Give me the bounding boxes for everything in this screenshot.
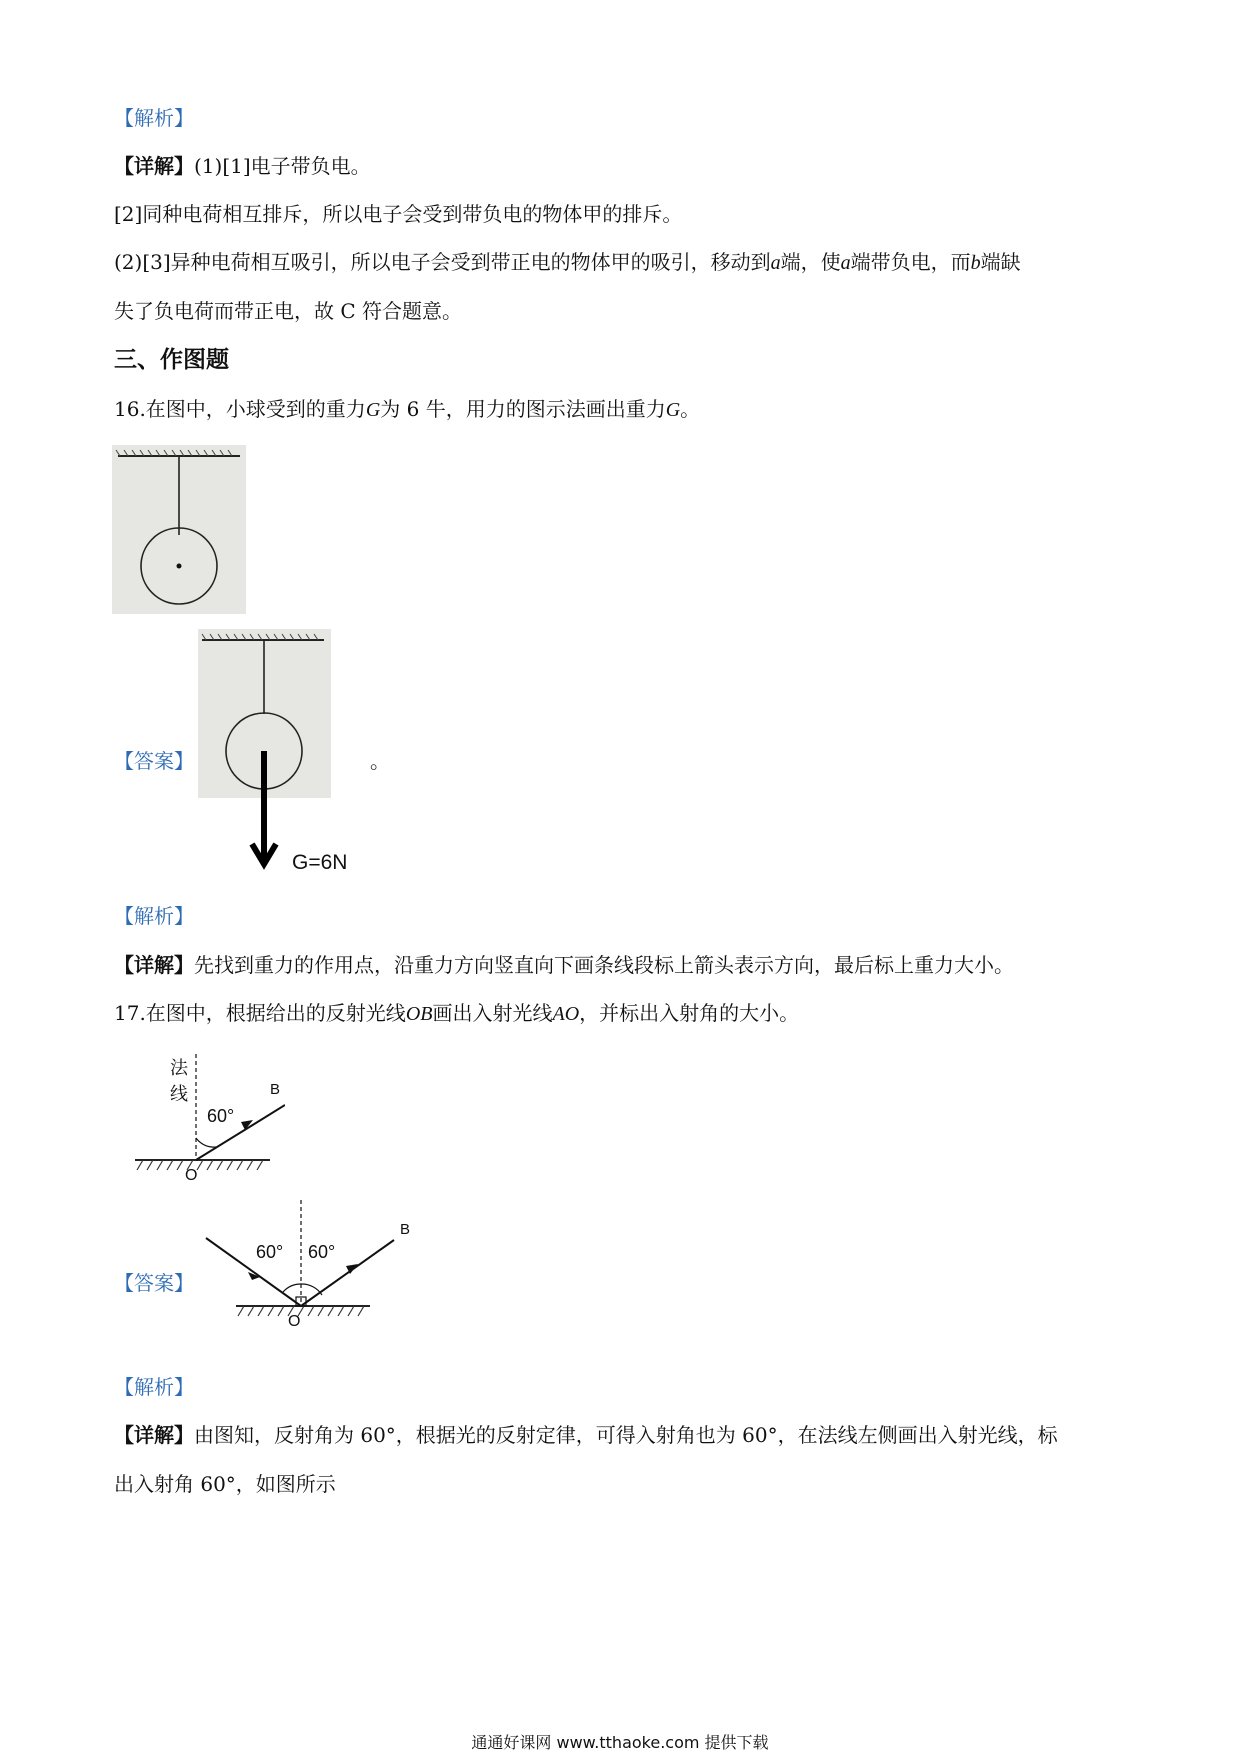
detail-17-line1: 【详解】由图知，反射角为 60°，根据光的反射定律，可得入射角也为 60°，在法线左侧画出入射光线，标 (114, 1423, 1058, 1447)
question-17: 17.在图中，根据给出的反射光线OB画出入射光线AO，并标出入射角的大小。 (114, 1001, 800, 1025)
detail-17-line2: 出入射角 60°，如图所示 (114, 1472, 336, 1496)
answer-angle-left: 60° (256, 1242, 284, 1262)
detail-line-1: 【详解】(1)[1]电子带负电。 (114, 154, 371, 178)
detail-line-4: 失了负电荷而带正电，故 C 符合题意。 (114, 299, 463, 323)
answer-point-b: B (400, 1221, 411, 1238)
reflection-figure (125, 1050, 285, 1182)
gravity-answer-figure (198, 629, 378, 879)
force-label: G=6N (292, 851, 348, 874)
detail-line-2: [2]同种电荷相互排斥，所以电子会受到带负电的物体甲的排斥。 (114, 202, 683, 226)
angle-label: 60° (207, 1106, 235, 1126)
normal-label-1: 法 (170, 1058, 188, 1079)
answer-end-16: 。 (370, 749, 390, 773)
section-heading: 三、作图题 (114, 346, 229, 373)
reflection-answer-figure (198, 1200, 428, 1330)
normal-label-2: 线 (170, 1084, 188, 1105)
detail-line-3: (2)[3]异种电荷相互吸引，所以电子会受到带正电的物体甲的吸引，移动到a端，使a端带负电，而b端缺 (114, 250, 1021, 274)
point-o: O (185, 1167, 198, 1182)
answer-tag-16: 【答案】 (114, 749, 194, 773)
answer-angle-right: 60° (308, 1242, 336, 1262)
point-b: B (270, 1081, 281, 1098)
footer-credit: 通通好课网 www.tthaoke.com 提供下载 (471, 1733, 769, 1752)
hanging-ball-figure (112, 445, 246, 614)
detail-16: 【详解】先找到重力的作用点，沿重力方向竖直向下画条线段标上箭头表示方向，最后标上重力大小。 (114, 953, 1014, 977)
question-16: 16.在图中，小球受到的重力G为 6 牛，用力的图示法画出重力G。 (114, 397, 701, 421)
detail-tag: 【详解】 (114, 154, 194, 178)
analysis-tag-15: 【解析】 (114, 106, 194, 130)
answer-point-o: O (288, 1313, 301, 1330)
analysis-tag-17: 【解析】 (114, 1375, 194, 1399)
answer-tag-17: 【答案】 (114, 1271, 194, 1295)
analysis-tag-16: 【解析】 (114, 904, 194, 928)
